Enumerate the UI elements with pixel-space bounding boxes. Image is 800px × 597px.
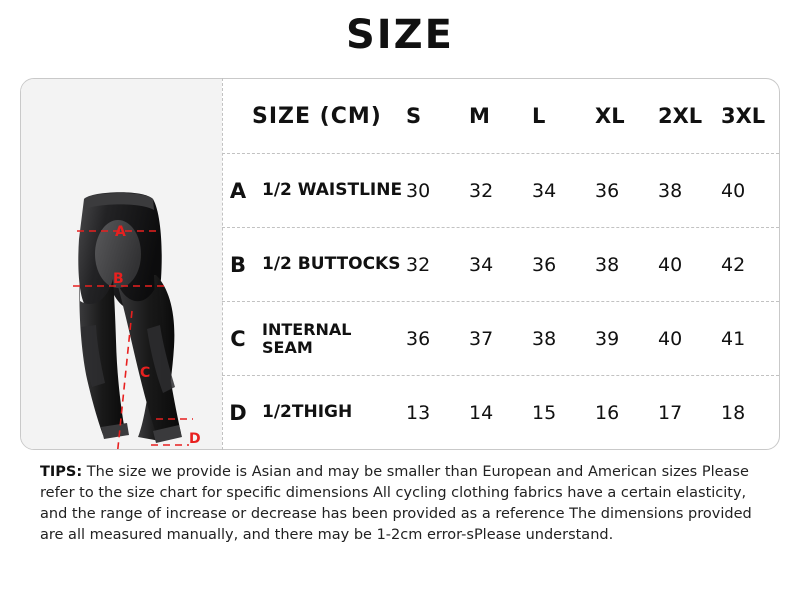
table-row: [222, 301, 779, 376]
header-size-xl: XL: [595, 104, 625, 128]
cell-d-l: 15: [532, 402, 557, 424]
marker-a-label: A: [115, 224, 126, 240]
cell-a-3xl: 40: [721, 180, 746, 202]
cell-a-s: 30: [406, 180, 431, 202]
row-key-c: C: [230, 327, 246, 351]
tips-prefix: TIPS:: [40, 464, 83, 480]
row-key-a: A: [229, 179, 247, 203]
table-row: [222, 375, 779, 450]
page-title: SIZE: [345, 12, 455, 58]
table-row: [222, 227, 779, 302]
cell-b-xl: 38: [595, 254, 620, 276]
row-label-b: 1/2 BUTTOCKS: [262, 254, 401, 275]
cell-a-m: 32: [469, 180, 494, 202]
row-key-d: D: [229, 401, 247, 425]
row-label-d: 1/2THIGH: [262, 402, 353, 423]
marker-b-label: B: [113, 271, 124, 287]
cell-d-3xl: 18: [721, 402, 746, 424]
cell-c-s: 36: [406, 328, 431, 350]
header-size-3xl: 3XL: [721, 104, 766, 128]
header-size-s: S: [406, 104, 422, 128]
cell-b-m: 34: [469, 254, 494, 276]
header-size-cm: SIZE (CM): [252, 103, 382, 129]
cell-b-2xl: 40: [658, 254, 683, 276]
table-header-row: [222, 79, 779, 153]
product-image: [21, 79, 222, 449]
tips-text: The size we provide is Asian and may be smaller than European and American sizes Please refer to the size chart for specific dimensions All cycling clothing fabrics have a certain elasticity, and the range of increase or decrease has been provided as a reference The dimensions provided are all measured manually, and there may be 1-2cm error-sPlease understand.: [40, 464, 752, 543]
marker-c-label: C: [140, 365, 151, 381]
table-row: [222, 153, 779, 228]
cell-d-m: 14: [469, 402, 494, 424]
cell-c-m: 37: [469, 328, 494, 350]
cell-b-3xl: 42: [721, 254, 746, 276]
header-size-l: L: [532, 104, 546, 128]
cell-c-3xl: 41: [721, 328, 746, 350]
cell-a-l: 34: [532, 180, 557, 202]
row-key-b: B: [229, 253, 246, 277]
marker-d-label: D: [189, 431, 201, 447]
row-label-a: 1/2 WAISTLINE: [262, 180, 403, 201]
cell-a-xl: 36: [595, 180, 620, 202]
cell-c-xl: 39: [595, 328, 620, 350]
cell-d-s: 13: [406, 402, 431, 424]
cell-b-l: 36: [532, 254, 557, 276]
cell-c-l: 38: [532, 328, 557, 350]
row-label-c: [254, 321, 406, 358]
cell-a-2xl: 38: [658, 180, 683, 202]
header-size-m: M: [469, 104, 490, 128]
row-label-c-line1: INTERNAL: [262, 319, 352, 339]
row-label-c-line2: SEAM: [262, 338, 313, 357]
size-table: [222, 79, 779, 449]
header-size-2xl: 2XL: [658, 104, 703, 128]
tips-block: [40, 462, 766, 546]
cell-d-xl: 16: [595, 402, 620, 424]
cell-d-2xl: 17: [658, 402, 683, 424]
cell-b-s: 32: [406, 254, 431, 276]
cell-c-2xl: 40: [658, 328, 683, 350]
pants-illustration: [21, 79, 222, 449]
